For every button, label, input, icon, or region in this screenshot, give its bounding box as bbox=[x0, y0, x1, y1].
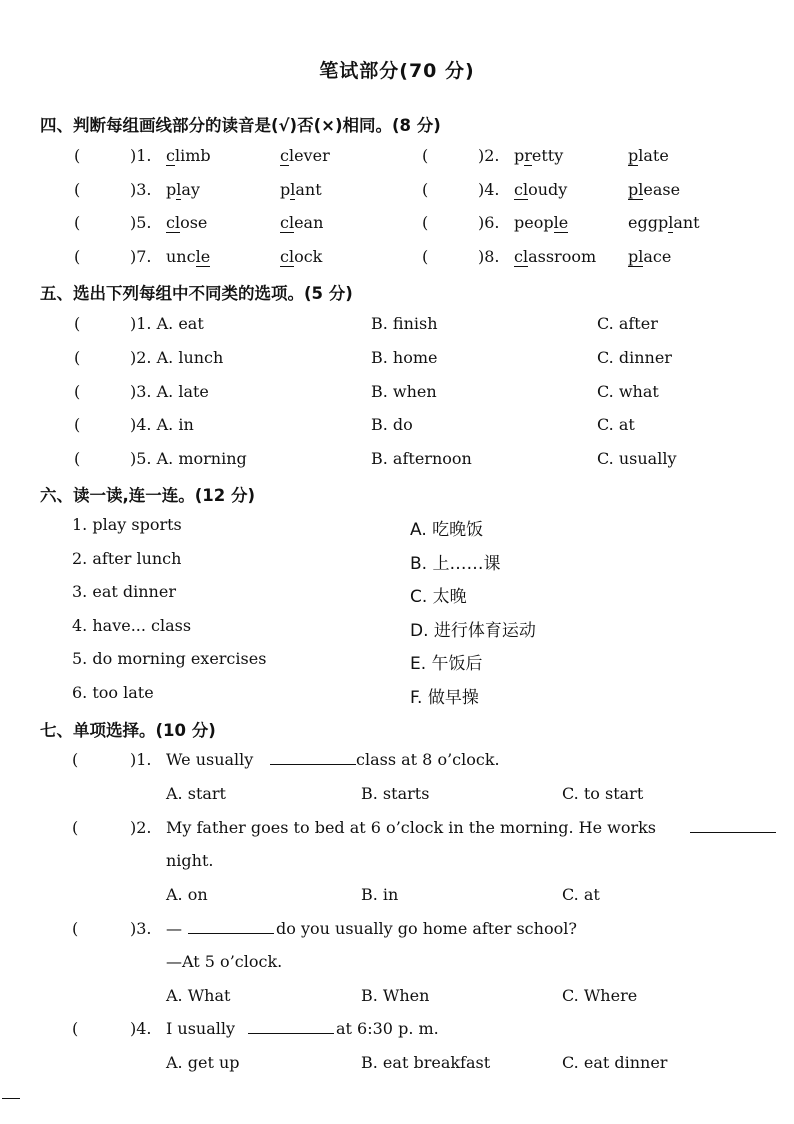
option-b: B. do bbox=[371, 415, 413, 435]
word-suffix: assroom bbox=[528, 246, 597, 266]
match-row bbox=[0, 515, 794, 539]
word-1 bbox=[166, 180, 200, 200]
word-suffix: etty bbox=[531, 146, 564, 165]
word-suffix: ay bbox=[181, 179, 200, 199]
classify-row bbox=[0, 449, 794, 473]
item-number: )8. bbox=[478, 246, 500, 266]
option-c: C. dinner bbox=[597, 347, 672, 367]
question-3-answer bbox=[0, 952, 794, 976]
option-c: C. eat dinner bbox=[562, 1053, 668, 1072]
question-text-cont: night. bbox=[166, 851, 214, 870]
option-a: )2. A. lunch bbox=[130, 347, 224, 367]
option-b: B. eat breakfast bbox=[361, 1053, 491, 1072]
question-4-options bbox=[0, 1053, 794, 1077]
question-3 bbox=[0, 919, 794, 943]
option-c: C. Where bbox=[562, 986, 638, 1005]
word-1 bbox=[514, 146, 563, 166]
underlined-letters: c bbox=[280, 146, 289, 165]
word-1 bbox=[514, 247, 596, 267]
word-suffix: ose bbox=[180, 213, 208, 232]
match-right-item[interactable]: F. 做早操 bbox=[410, 688, 479, 708]
word-1 bbox=[166, 247, 210, 267]
word-suffix: ock bbox=[294, 246, 323, 266]
underlined-letters: pl bbox=[628, 246, 644, 266]
match-left-item[interactable]: 3. eat dinner bbox=[72, 582, 176, 602]
option-c: C. at bbox=[562, 885, 600, 904]
underlined-letters: r bbox=[524, 146, 532, 165]
match-row bbox=[0, 616, 794, 640]
phonics-row bbox=[0, 213, 794, 237]
item-number: )6. bbox=[478, 213, 500, 232]
option-a: )5. A. morning bbox=[130, 449, 247, 469]
match-right-item[interactable]: E. 午饭后 bbox=[410, 654, 483, 675]
question-text-pre: My father goes to bed at 6 o’clock in the morning. He works bbox=[166, 818, 657, 837]
match-right-item[interactable]: A. 吃晚饭 bbox=[410, 520, 484, 540]
underlined-letters: cl bbox=[514, 179, 529, 199]
question-number: )1. bbox=[130, 750, 152, 769]
section-6-heading: 六、读一读,连一连。(12 分) bbox=[40, 486, 256, 505]
option-a: )4. A. in bbox=[130, 415, 194, 435]
question-text-post: at 6:30 p. m. bbox=[336, 1019, 439, 1038]
answer-paren[interactable]: ( bbox=[74, 213, 81, 232]
answer-paren[interactable]: ( bbox=[422, 146, 429, 165]
underlined-letters: c bbox=[166, 146, 175, 165]
section-7-heading: 七、单项选择。(10 分) bbox=[40, 721, 216, 740]
option-a: A. start bbox=[166, 784, 226, 803]
word-prefix: unc bbox=[166, 246, 196, 266]
word-2 bbox=[280, 180, 322, 200]
word-prefix: eggp bbox=[628, 213, 669, 232]
item-number: )7. bbox=[130, 246, 152, 266]
word-2 bbox=[280, 213, 323, 233]
word-suffix: ant bbox=[673, 213, 700, 232]
answer-paren[interactable]: ( bbox=[74, 314, 81, 333]
option-c: C. to start bbox=[562, 784, 644, 803]
underlined-letters: cl bbox=[514, 246, 529, 266]
answer-paren[interactable]: ( bbox=[74, 246, 81, 266]
section-4-heading: 四、判断每组画线部分的读音是(√)否(×)相同。(8 分) bbox=[40, 116, 441, 135]
item-number: )3. bbox=[130, 179, 152, 199]
match-left-item[interactable]: 6. too late bbox=[72, 683, 154, 702]
word-suffix: ease bbox=[643, 179, 681, 199]
word-2 bbox=[628, 180, 680, 200]
section-5-heading: 五、选出下列每组中不同类的选项。(5 分) bbox=[40, 284, 353, 303]
match-row bbox=[0, 549, 794, 573]
match-right-item[interactable]: D. 进行体育运动 bbox=[410, 620, 536, 641]
option-a: A. What bbox=[166, 986, 231, 1005]
page-title: 笔试部分(70 分) bbox=[319, 60, 475, 82]
answer-paren[interactable]: ( bbox=[72, 919, 79, 938]
answer-paren[interactable]: ( bbox=[74, 381, 81, 401]
underlined-letters: l bbox=[176, 179, 182, 199]
word-prefix: p bbox=[166, 179, 177, 199]
item-number: )4. bbox=[478, 179, 500, 199]
option-b: B. starts bbox=[361, 784, 430, 803]
answer-paren[interactable]: ( bbox=[72, 750, 79, 769]
option-c: C. usually bbox=[597, 449, 677, 469]
word-suffix: limb bbox=[174, 146, 211, 165]
option-a: A. on bbox=[166, 885, 208, 904]
blank-line[interactable] bbox=[690, 818, 776, 837]
question-number: )3. bbox=[130, 919, 152, 938]
question-text-post: do you usually go home after school? bbox=[276, 919, 577, 938]
option-b: B. when bbox=[371, 381, 437, 401]
match-left-item[interactable]: 5. do morning exercises bbox=[72, 649, 267, 669]
word-1 bbox=[166, 146, 211, 166]
word-suffix: ant bbox=[295, 179, 322, 199]
option-b: B. When bbox=[361, 986, 430, 1005]
word-suffix: oudy bbox=[528, 179, 568, 199]
answer-paren[interactable]: ( bbox=[422, 246, 429, 266]
answer-paren[interactable]: ( bbox=[72, 818, 79, 837]
classify-row bbox=[0, 314, 794, 338]
option-a: )3. A. late bbox=[130, 381, 209, 401]
question-4 bbox=[0, 1019, 794, 1043]
word-suffix: late bbox=[638, 146, 669, 165]
question-text-pre: I usually bbox=[166, 1019, 236, 1038]
underlined-letters: pl bbox=[628, 179, 644, 199]
word-suffix: ean bbox=[294, 213, 324, 232]
answer-paren[interactable]: ( bbox=[72, 1019, 79, 1038]
classify-row bbox=[0, 382, 794, 406]
word-2 bbox=[280, 247, 322, 267]
classify-row bbox=[0, 348, 794, 372]
word-suffix: ace bbox=[643, 246, 672, 266]
match-left-item[interactable]: 4. have... class bbox=[72, 615, 192, 635]
word-prefix: peop bbox=[514, 213, 554, 232]
page-edge-mark bbox=[2, 1098, 20, 1099]
answer-paren[interactable]: ( bbox=[74, 449, 81, 469]
question-1 bbox=[0, 750, 794, 774]
dialog-dash: — bbox=[166, 919, 182, 938]
underlined-letters: cl bbox=[280, 213, 295, 232]
question-2-options bbox=[0, 885, 794, 909]
question-text-pre: We usually bbox=[166, 750, 254, 769]
option-c: C. at bbox=[597, 415, 635, 435]
option-c: C. what bbox=[597, 381, 659, 401]
item-number: )5. bbox=[130, 213, 152, 232]
word-1 bbox=[166, 213, 207, 233]
answer-paren[interactable]: ( bbox=[74, 179, 81, 199]
match-row bbox=[0, 683, 794, 707]
word-2 bbox=[628, 146, 669, 166]
blank-line[interactable] bbox=[188, 919, 274, 938]
underlined-letters: l bbox=[290, 179, 296, 199]
answer-paren[interactable]: ( bbox=[74, 415, 81, 435]
underlined-letters: cl bbox=[166, 213, 181, 232]
item-number: )1. bbox=[130, 146, 152, 165]
underlined-letters: le bbox=[553, 213, 569, 232]
underlined-letters: le bbox=[195, 246, 211, 266]
item-number: )2. bbox=[478, 146, 500, 165]
word-suffix: lever bbox=[288, 146, 330, 165]
question-2-cont bbox=[0, 851, 794, 875]
word-2 bbox=[628, 213, 700, 233]
option-b: B. in bbox=[361, 885, 399, 904]
option-b: B. finish bbox=[371, 314, 438, 333]
option-c: C. after bbox=[597, 314, 658, 333]
option-b: B. afternoon bbox=[371, 449, 472, 469]
word-prefix: p bbox=[514, 146, 525, 165]
underlined-letters: p bbox=[628, 146, 639, 165]
phonics-row bbox=[0, 247, 794, 271]
phonics-row bbox=[0, 180, 794, 204]
answer-paren[interactable]: ( bbox=[74, 347, 81, 367]
question-number: )4. bbox=[130, 1019, 152, 1038]
answer-paren[interactable]: ( bbox=[422, 179, 429, 199]
question-3-options bbox=[0, 986, 794, 1010]
question-text-post: class at 8 o’clock. bbox=[356, 750, 500, 769]
match-row bbox=[0, 582, 794, 606]
word-1 bbox=[514, 213, 568, 233]
option-a: A. get up bbox=[166, 1053, 240, 1072]
word-2 bbox=[280, 146, 330, 166]
match-row bbox=[0, 649, 794, 673]
classify-row bbox=[0, 415, 794, 439]
underlined-letters: cl bbox=[280, 246, 295, 266]
underlined-letters: l bbox=[668, 213, 674, 232]
match-right-item[interactable]: B. 上……课 bbox=[410, 553, 501, 574]
question-2 bbox=[0, 818, 794, 842]
word-2 bbox=[628, 247, 671, 267]
match-left-item[interactable]: 1. play sports bbox=[72, 515, 182, 534]
dialog-answer: —At 5 o’clock. bbox=[166, 952, 283, 971]
question-1-options bbox=[0, 784, 794, 808]
option-a: )1. A. eat bbox=[130, 314, 204, 333]
option-b: B. home bbox=[371, 347, 438, 367]
phonics-row bbox=[0, 146, 794, 170]
match-left-item[interactable]: 2. after lunch bbox=[72, 548, 182, 568]
question-number: )2. bbox=[130, 818, 152, 837]
blank-line[interactable] bbox=[248, 1019, 334, 1038]
word-prefix: p bbox=[280, 179, 291, 199]
blank-line[interactable] bbox=[270, 750, 356, 769]
answer-paren[interactable]: ( bbox=[422, 213, 429, 232]
match-right-item[interactable]: C. 太晚 bbox=[410, 587, 467, 608]
answer-paren[interactable]: ( bbox=[74, 146, 81, 165]
word-1 bbox=[514, 180, 567, 200]
